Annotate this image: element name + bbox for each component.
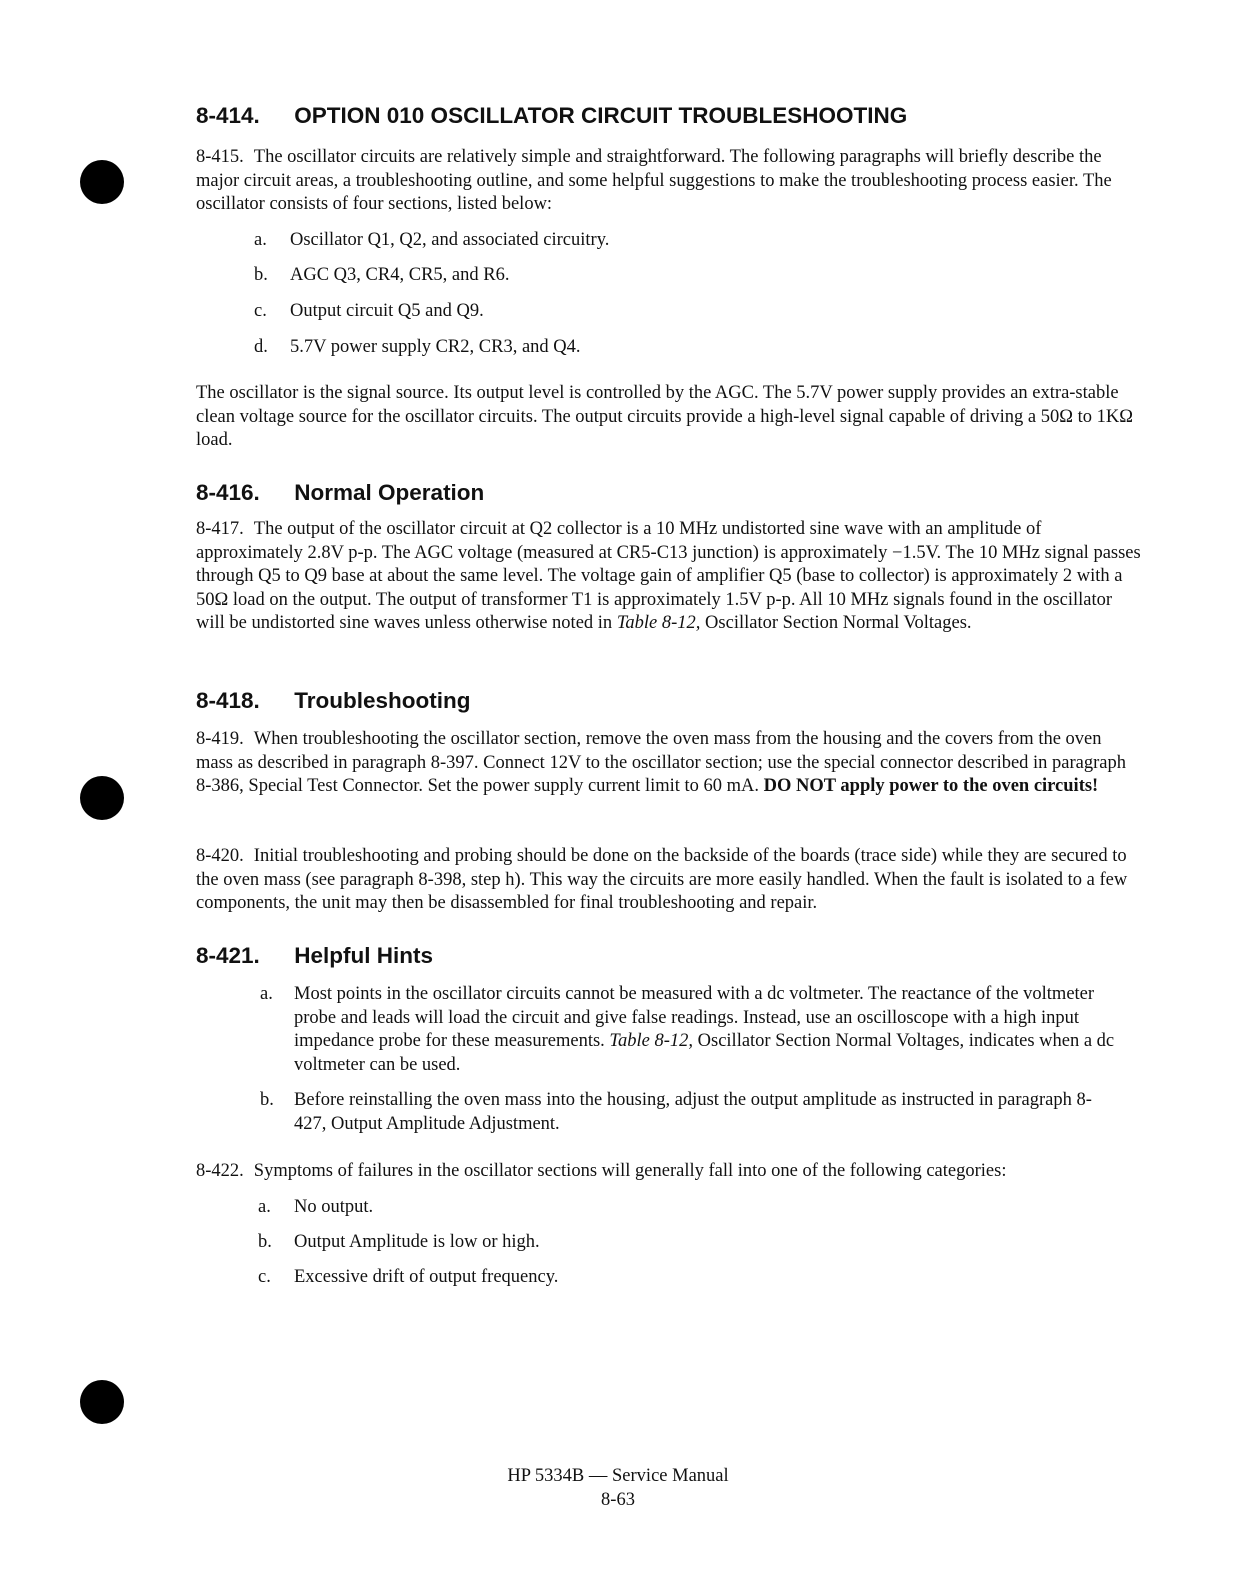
list-marker: a.: [260, 984, 273, 1004]
section-number: 8-414.: [196, 103, 260, 128]
paragraph-number: 8-420.: [196, 846, 244, 866]
paragraph-number: 8-417.: [196, 519, 244, 539]
paragraph-text-end: Oscillator Section Normal Voltages.: [705, 613, 972, 634]
paragraph-8-415: [196, 146, 1142, 217]
hint-text: Before reinstalling the oven mass into the housing, adjust the output amplitude as instructed in paragraph 8-427, Output Amplitude Adjustment.: [294, 1090, 1092, 1134]
paragraph-oscillator-summary: The oscillator is the signal source. Its output level is controlled by the AGC. The 5.7V power supply provides an extra-stable clean voltage source for the oscillator circuits. The output circuits provide a high-level signal capable of driving a 50Ω to 1KΩ load.: [196, 383, 1133, 451]
section-number: 8-416.: [196, 480, 260, 505]
paragraph-text: The output of the oscillator circuit at Q2 collector is a 10 MHz undistorted sine wave with an amplitude of approximately 2.8V p-p. The AGC voltage (measured at CR5-C13 junction) is approximately −1.5V. The 10 MHz signal passes through Q5 to Q9 base at about the same level. The voltage gain of amplifier Q5 (base to collector) is approximately 2 with a 50Ω load on the output. The output of transformer T1 is approximately 1.5V p-p. All 10 MHz signals found in the oscillator will be undistorted sine waves unless otherwise noted in: [196, 519, 1141, 634]
section-heading-8-416: [196, 480, 484, 506]
footer-manual-title: HP 5334B — Service Manual: [507, 1466, 729, 1486]
section-number: 8-421.: [196, 943, 260, 968]
paragraph-8-419: [196, 728, 1142, 799]
list-text: No output.: [294, 1197, 374, 1217]
list-text: Output circuit Q5 and Q9.: [290, 301, 484, 321]
list-marker: d.: [254, 337, 268, 357]
table-reference: Table 8-12,: [616, 613, 701, 634]
list-text: Excessive drift of output frequency.: [294, 1267, 559, 1287]
section-title: Normal Operation: [294, 480, 485, 505]
list-marker: b.: [260, 1090, 274, 1110]
section-heading-8-421: [196, 943, 433, 969]
list-marker: a.: [258, 1197, 271, 1217]
binder-hole-bottom: [80, 1380, 124, 1424]
section-heading-8-418: [196, 688, 471, 714]
binder-hole-middle: [80, 776, 124, 820]
list-text: Oscillator Q1, Q2, and associated circuitry.: [290, 230, 610, 250]
paragraph-number: 8-422.: [196, 1161, 244, 1181]
section-title: Troubleshooting: [294, 688, 471, 713]
list-marker: b.: [254, 265, 268, 285]
paragraph-text: Initial troubleshooting and probing should be done on the backside of the boards (trace side) while they are secured to the oven mass (see paragraph 8-398, step h). This way the circuits are more easily handled. When the fault is isolated to a few components, the unit may then be disassembled for final troubleshooting and repair.: [196, 846, 1128, 914]
warning-text: DO NOT apply power to the oven circuits!: [763, 776, 1099, 797]
paragraph-text: The oscillator circuits are relatively simple and straightforward. The following paragraphs will briefly describe the major circuit areas, a troubleshooting outline, and some helpful suggestions to make the troubleshooting process easier. The oscillator consists of four sections, listed below:: [196, 147, 1112, 215]
paragraph-number: 8-415.: [196, 147, 244, 167]
table-reference: Table 8-12,: [609, 1031, 694, 1052]
list-marker: c.: [258, 1267, 271, 1287]
hint-item: [260, 983, 1120, 1077]
section-heading-8-414: [196, 103, 907, 129]
list-marker: a.: [254, 230, 267, 250]
hint-text-body: Most points in the oscillator circuits cannot be measured with a dc voltmeter. The reactance of the voltmeter probe and leads will load the circuit and give false readings. Instead, use an oscilloscope with a high input impedance probe for these measurements.: [294, 984, 1095, 1052]
paragraph-text: When troubleshooting the oscillator section, remove the oven mass from the housing and the covers from the oven mass as described in paragraph 8-397. Connect 12V to the oscillator section; use the special connector described in paragraph 8-386, Special Test Connector. Set the power supply current limit to 60 mA.: [196, 729, 1127, 797]
section-title: OPTION 010 OSCILLATOR CIRCUIT TROUBLESHOOTING: [294, 103, 908, 128]
paragraph-8-417: [196, 518, 1142, 636]
list-text: Output Amplitude is low or high.: [294, 1232, 540, 1252]
hint-item: [260, 1089, 1120, 1136]
paragraph-number: 8-419.: [196, 729, 244, 749]
paragraph-8-420: [196, 845, 1142, 916]
section-title: Helpful Hints: [294, 943, 434, 968]
section-number: 8-418.: [196, 688, 260, 713]
paragraph-text: Symptoms of failures in the oscillator sections will generally fall into one of the following categories:: [253, 1161, 1007, 1181]
binder-hole-top: [80, 160, 124, 204]
list-marker: b.: [258, 1232, 272, 1252]
paragraph-8-422: [196, 1160, 1142, 1184]
list-text: 5.7V power supply CR2, CR3, and Q4.: [290, 337, 581, 357]
hint-text: [294, 983, 1120, 1077]
list-marker: c.: [254, 301, 267, 321]
footer-page-number: 8-63: [601, 1490, 635, 1510]
hint-text-end: Oscillator Section Normal Voltages, indicates when a dc voltmeter can be used.: [294, 1031, 1115, 1075]
list-text: AGC Q3, CR4, CR5, and R6.: [290, 265, 510, 285]
